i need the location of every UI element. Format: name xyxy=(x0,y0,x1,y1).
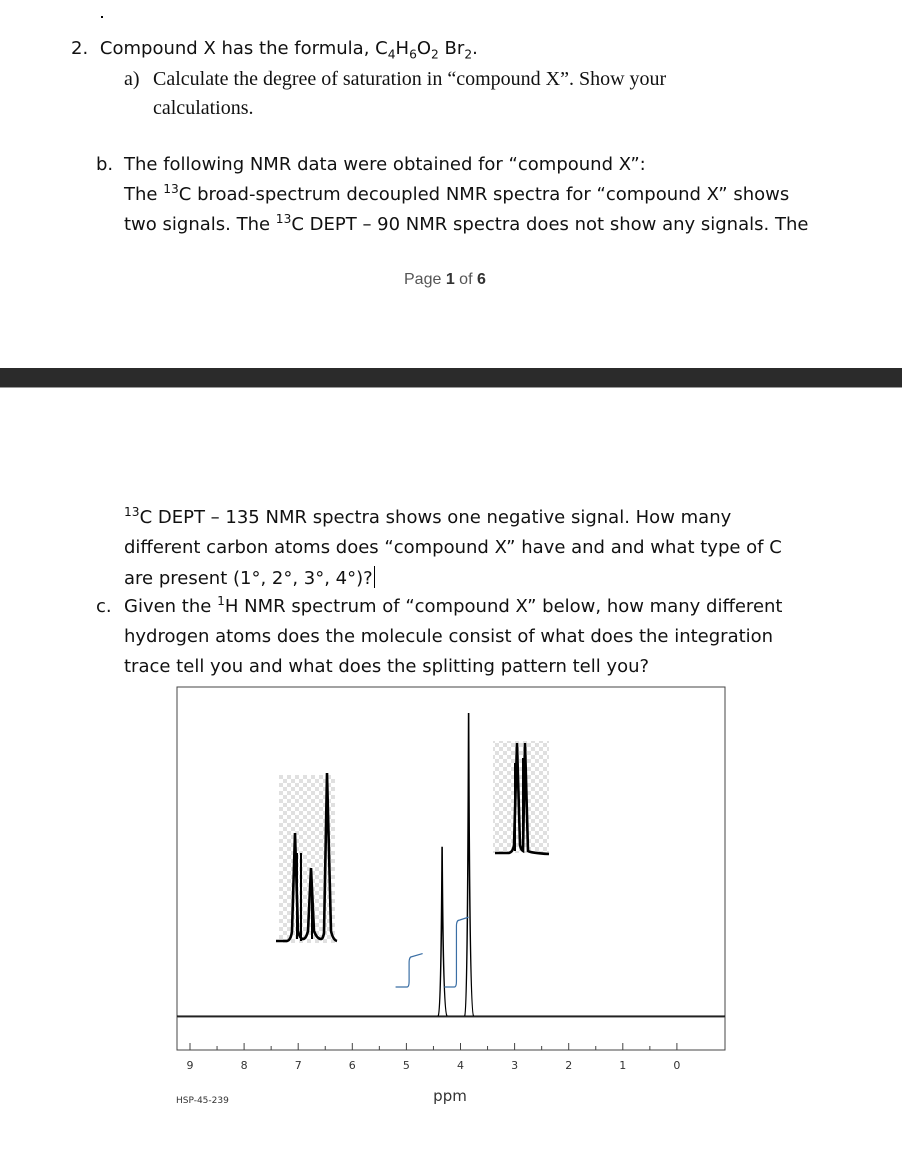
formula-subscript: 2 xyxy=(431,47,439,62)
current-page: 1 xyxy=(445,271,455,288)
part-c-line2: hydrogen atoms does the molecule consist of what does the integration xyxy=(124,626,774,647)
text-cursor xyxy=(374,566,376,588)
x-tick-label: 9 xyxy=(186,1059,194,1072)
question-period: . xyxy=(472,38,478,59)
stray-dot xyxy=(101,16,103,18)
spectrum-id-label: HSP-45-239 xyxy=(176,1096,229,1106)
x-tick-label: 6 xyxy=(348,1059,356,1072)
x-tick-label: 7 xyxy=(294,1059,302,1072)
isotope-superscript: 13 xyxy=(163,182,179,196)
page-separator xyxy=(0,368,902,388)
part-b-line1: The following NMR data were obtained for “compound X”: xyxy=(124,154,646,175)
part-c-label: c. xyxy=(96,596,112,617)
part-b-line3: two signals. The $^{13}$C DEPT – 90 NMR spectra does not show any signals. The xyxy=(124,212,809,235)
nmr-spectrum-figure xyxy=(171,683,731,1123)
part-a-line1: Calculate the degree of saturation in “compound X”. Show your xyxy=(153,68,667,90)
isotope-superscript: 13 xyxy=(124,505,140,519)
part-b-line2: The $^{13}$C broad-spectrum decoupled NMR spectra for “compound X” shows xyxy=(124,182,790,205)
formula-subscript: 2 xyxy=(464,47,473,62)
question-2-heading xyxy=(71,38,478,62)
part-a-label: a) xyxy=(124,68,140,90)
isotope-superscript: 1 xyxy=(217,594,225,608)
formula-subscript: 4 xyxy=(387,47,396,62)
part-b-label: b. xyxy=(96,154,114,175)
x-tick-label: 5 xyxy=(402,1059,410,1072)
x-tick-label: 3 xyxy=(511,1059,519,1072)
question-text: Compound X has the formula, C xyxy=(99,38,388,59)
part-b-line5: different carbon atoms does “compound X” have and and what type of C xyxy=(124,537,782,558)
question-number: 2. xyxy=(71,38,89,59)
part-c-line1: Given the $^1$H NMR spectrum of “compound X” below, how many different xyxy=(124,594,783,617)
part-b-line6[interactable]: are present (1°, 2°, 3°, 4°)? xyxy=(124,566,375,589)
expansion-inset-right xyxy=(493,741,549,854)
page-indicator: Page 1 of 6 xyxy=(404,271,486,288)
isotope-superscript: 13 xyxy=(275,212,292,226)
x-tick-label: 1 xyxy=(619,1059,627,1072)
formula-subscript: 6 xyxy=(409,47,417,62)
x-axis-label: ppm xyxy=(433,1087,467,1105)
x-tick-label: 8 xyxy=(240,1059,248,1072)
formula-element: H xyxy=(395,38,410,59)
part-a-line2: calculations. xyxy=(153,97,254,119)
x-tick-label: 4 xyxy=(457,1059,464,1072)
x-tick-label: 2 xyxy=(565,1059,573,1072)
part-c-line3: trace tell you and what does the splitting pattern tell you? xyxy=(124,656,650,677)
formula-element: Br xyxy=(438,38,465,59)
expansion-inset-left xyxy=(276,773,337,943)
plot-frame xyxy=(177,687,725,1050)
x-tick-label: 0 xyxy=(673,1059,681,1072)
part-b-line4: $^{13}$C DEPT – 135 NMR spectra shows one negative signal. How many xyxy=(124,505,732,528)
formula-element: O xyxy=(416,38,432,59)
total-pages: 6 xyxy=(476,271,486,288)
